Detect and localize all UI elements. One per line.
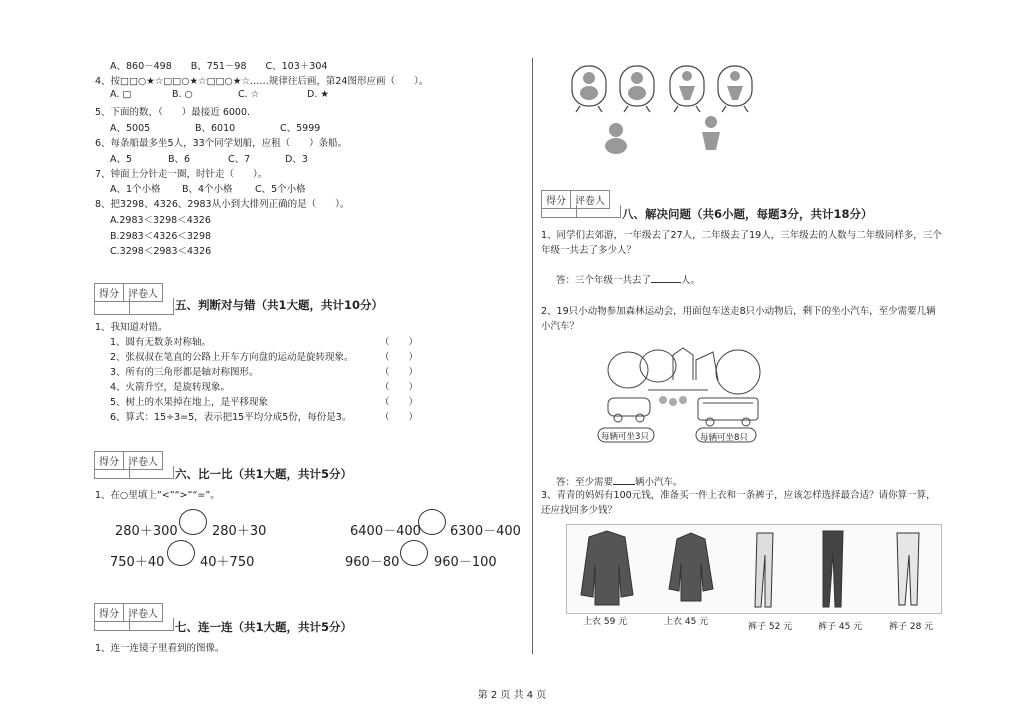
q8-option-c: C.3298＜2983＜4326 (110, 246, 212, 257)
problem-2-answer (556, 474, 683, 488)
reviewer-label: 评卷人 (575, 196, 605, 207)
clothes-label-3: 裤子 52 元 (748, 622, 793, 632)
q5-option-b: B、6010 (195, 123, 236, 134)
q7-option-b: B、4个小格 (182, 184, 233, 195)
score-box-7-blank (94, 618, 174, 631)
answer-suffix: 人。 (681, 275, 701, 286)
clothes-label-1: 上衣 59 元 (583, 617, 628, 627)
section-6-intro: 1、在○里填上“<”“>”“=”。 (95, 490, 220, 501)
judge-item-3: 3、所有的三角形都是轴对称图形。 (110, 367, 259, 378)
score-box-8-blank (541, 205, 621, 218)
bus-capacity-label: 每辆可坐8只 (700, 433, 748, 443)
compare-3-left: 750＋40 (110, 555, 165, 570)
q4-text: 4、按□□○★☆□□○★☆□□○★☆……规律往后画，第24图形应画（ ）。 (95, 76, 429, 87)
section-6-title: 六、比一比（共1大题，共计5分） (175, 467, 353, 481)
section-5-intro: 1、我知道对错。 (95, 322, 168, 333)
judge-paren-2[interactable]: （ ） (380, 352, 419, 363)
q4-option-a: A. □ (110, 89, 132, 100)
clothes-illustration (566, 524, 942, 614)
q7-option-c: C、5个小格 (255, 184, 306, 195)
judge-item-2: 2、张叔叔在笔直的公路上开车方向盘的运动是旋转现象。 (110, 352, 354, 363)
problem-1-line-2: 年级一共去了多少人？ (541, 245, 637, 256)
mirror-illustration (566, 60, 766, 160)
section-5-title: 五、判断对与错（共1大题，共计10分） (175, 298, 384, 312)
judge-item-4: 4、火箭升空，是旋转现象。 (110, 382, 231, 393)
judge-paren-5[interactable]: （ ） (380, 397, 419, 408)
q8-option-a: A.2983＜3298＜4326 (110, 215, 211, 226)
compare-circle-3[interactable] (167, 540, 195, 566)
q7-option-a: A、1个小格 (110, 184, 161, 195)
judge-item-1: 1、圆有无数条对称轴。 (110, 337, 212, 348)
compare-4-right: 960－100 (434, 555, 497, 570)
compare-circle-1[interactable] (179, 509, 207, 535)
q5-option-c: C、5999 (280, 123, 321, 134)
problem-1-answer (556, 272, 700, 286)
q6-option-b: B、6 (168, 154, 191, 165)
compare-1-right: 280＋30 (212, 524, 267, 539)
problem-1-line-1: 1、同学们去郊游，一年级去了27人，二年级去了19人，三年级去的人数与二年级同样多，三个 (541, 230, 942, 241)
compare-2-left: 6400－400 (350, 524, 421, 539)
q6-option-d: D、3 (285, 154, 308, 165)
q8-option-b: B.2983＜4326＜3298 (110, 231, 212, 242)
answer-blank[interactable] (651, 273, 681, 283)
compare-4-left: 960－80 (345, 555, 400, 570)
car-capacity-label: 每辆可坐3只 (601, 432, 649, 442)
reviewer-label: 评卷人 (128, 609, 158, 620)
judge-item-5: 5、树上的水果掉在地上，是平移现象 (110, 397, 269, 408)
score-box-6-blank (94, 466, 174, 479)
section-7-intro: 1、连一连镜子里看到的图像。 (95, 643, 225, 654)
section-7-title: 七、连一连（共1大题，共计5分） (175, 620, 353, 634)
compare-1-left: 280＋300 (115, 524, 178, 539)
problem-2-line-1: 2、19只小动物参加森林运动会，用面包车送走8只小动物后，剩下的坐小汽车，至少需要几辆 (541, 306, 936, 317)
q6-text: 6、每条船最多坐5人，33个同学划船，应租（ ）条船。 (95, 138, 348, 149)
q3-options: A、860－498 B、751－98 C、103＋304 (110, 61, 328, 72)
reviewer-label: 评卷人 (128, 289, 158, 300)
problem-2-line-2: 小汽车？ (541, 321, 580, 332)
problem-3-line-1: 3、青青的妈妈有100元钱，准备买一件上衣和一条裤子，应该怎样选择最合适？请你算一算， (541, 490, 936, 501)
judge-paren-1[interactable]: （ ） (380, 337, 419, 348)
score-label: 得分 (95, 284, 124, 301)
clothes-label-2: 上衣 45 元 (664, 617, 709, 627)
page-footer: 第 2 页 共 4 页 (477, 690, 547, 701)
compare-2-right: 6300－400 (450, 524, 521, 539)
compare-circle-2[interactable] (418, 509, 446, 535)
q6-option-c: C、7 (228, 154, 251, 165)
q4-option-b: B. ○ (172, 89, 193, 100)
score-box-5-blank (94, 298, 174, 315)
q5-option-a: A、5005 (110, 123, 151, 134)
q5-text: 5、下面的数，（ ）最接近 6000. (95, 107, 251, 118)
score-label: 得分 (95, 604, 124, 621)
q7-text: 7、钟面上分针走一圈，时针走（ ）。 (95, 169, 268, 180)
q8-text: 8、把3298、4326、2983从小到大排列正确的是（ ）。 (95, 199, 350, 210)
answer-blank[interactable] (613, 475, 635, 485)
score-label: 得分 (95, 452, 124, 469)
q4-option-c: C. ☆ (238, 89, 260, 100)
q6-option-a: A、5 (110, 154, 133, 165)
reviewer-label: 评卷人 (128, 457, 158, 468)
judge-item-6: 6、算式：15÷3=5，表示把15平均分成5份，每份是3。 (110, 412, 352, 423)
judge-paren-6[interactable]: （ ） (380, 412, 419, 423)
score-label: 得分 (542, 191, 571, 208)
compare-3-right: 40＋750 (200, 555, 255, 570)
problem-3-line-2: 还应找回多少钱？ (541, 505, 618, 516)
judge-paren-3[interactable]: （ ） (380, 367, 419, 378)
column-divider (532, 58, 533, 654)
answer-prefix: 答：至少需要 (556, 477, 614, 488)
q4-option-d: D. ★ (307, 89, 329, 100)
section-8-title: 八、解决问题（共6小题，每题3分，共计18分） (622, 207, 873, 221)
clothes-label-4: 裤子 45 元 (818, 622, 863, 632)
answer-prefix: 答：三个年级一共去了 (556, 275, 652, 286)
judge-paren-4[interactable]: （ ） (380, 382, 419, 393)
compare-circle-4[interactable] (400, 540, 428, 566)
clothes-label-5: 裤子 28 元 (889, 622, 934, 632)
answer-suffix: 辆小汽车。 (635, 477, 683, 488)
